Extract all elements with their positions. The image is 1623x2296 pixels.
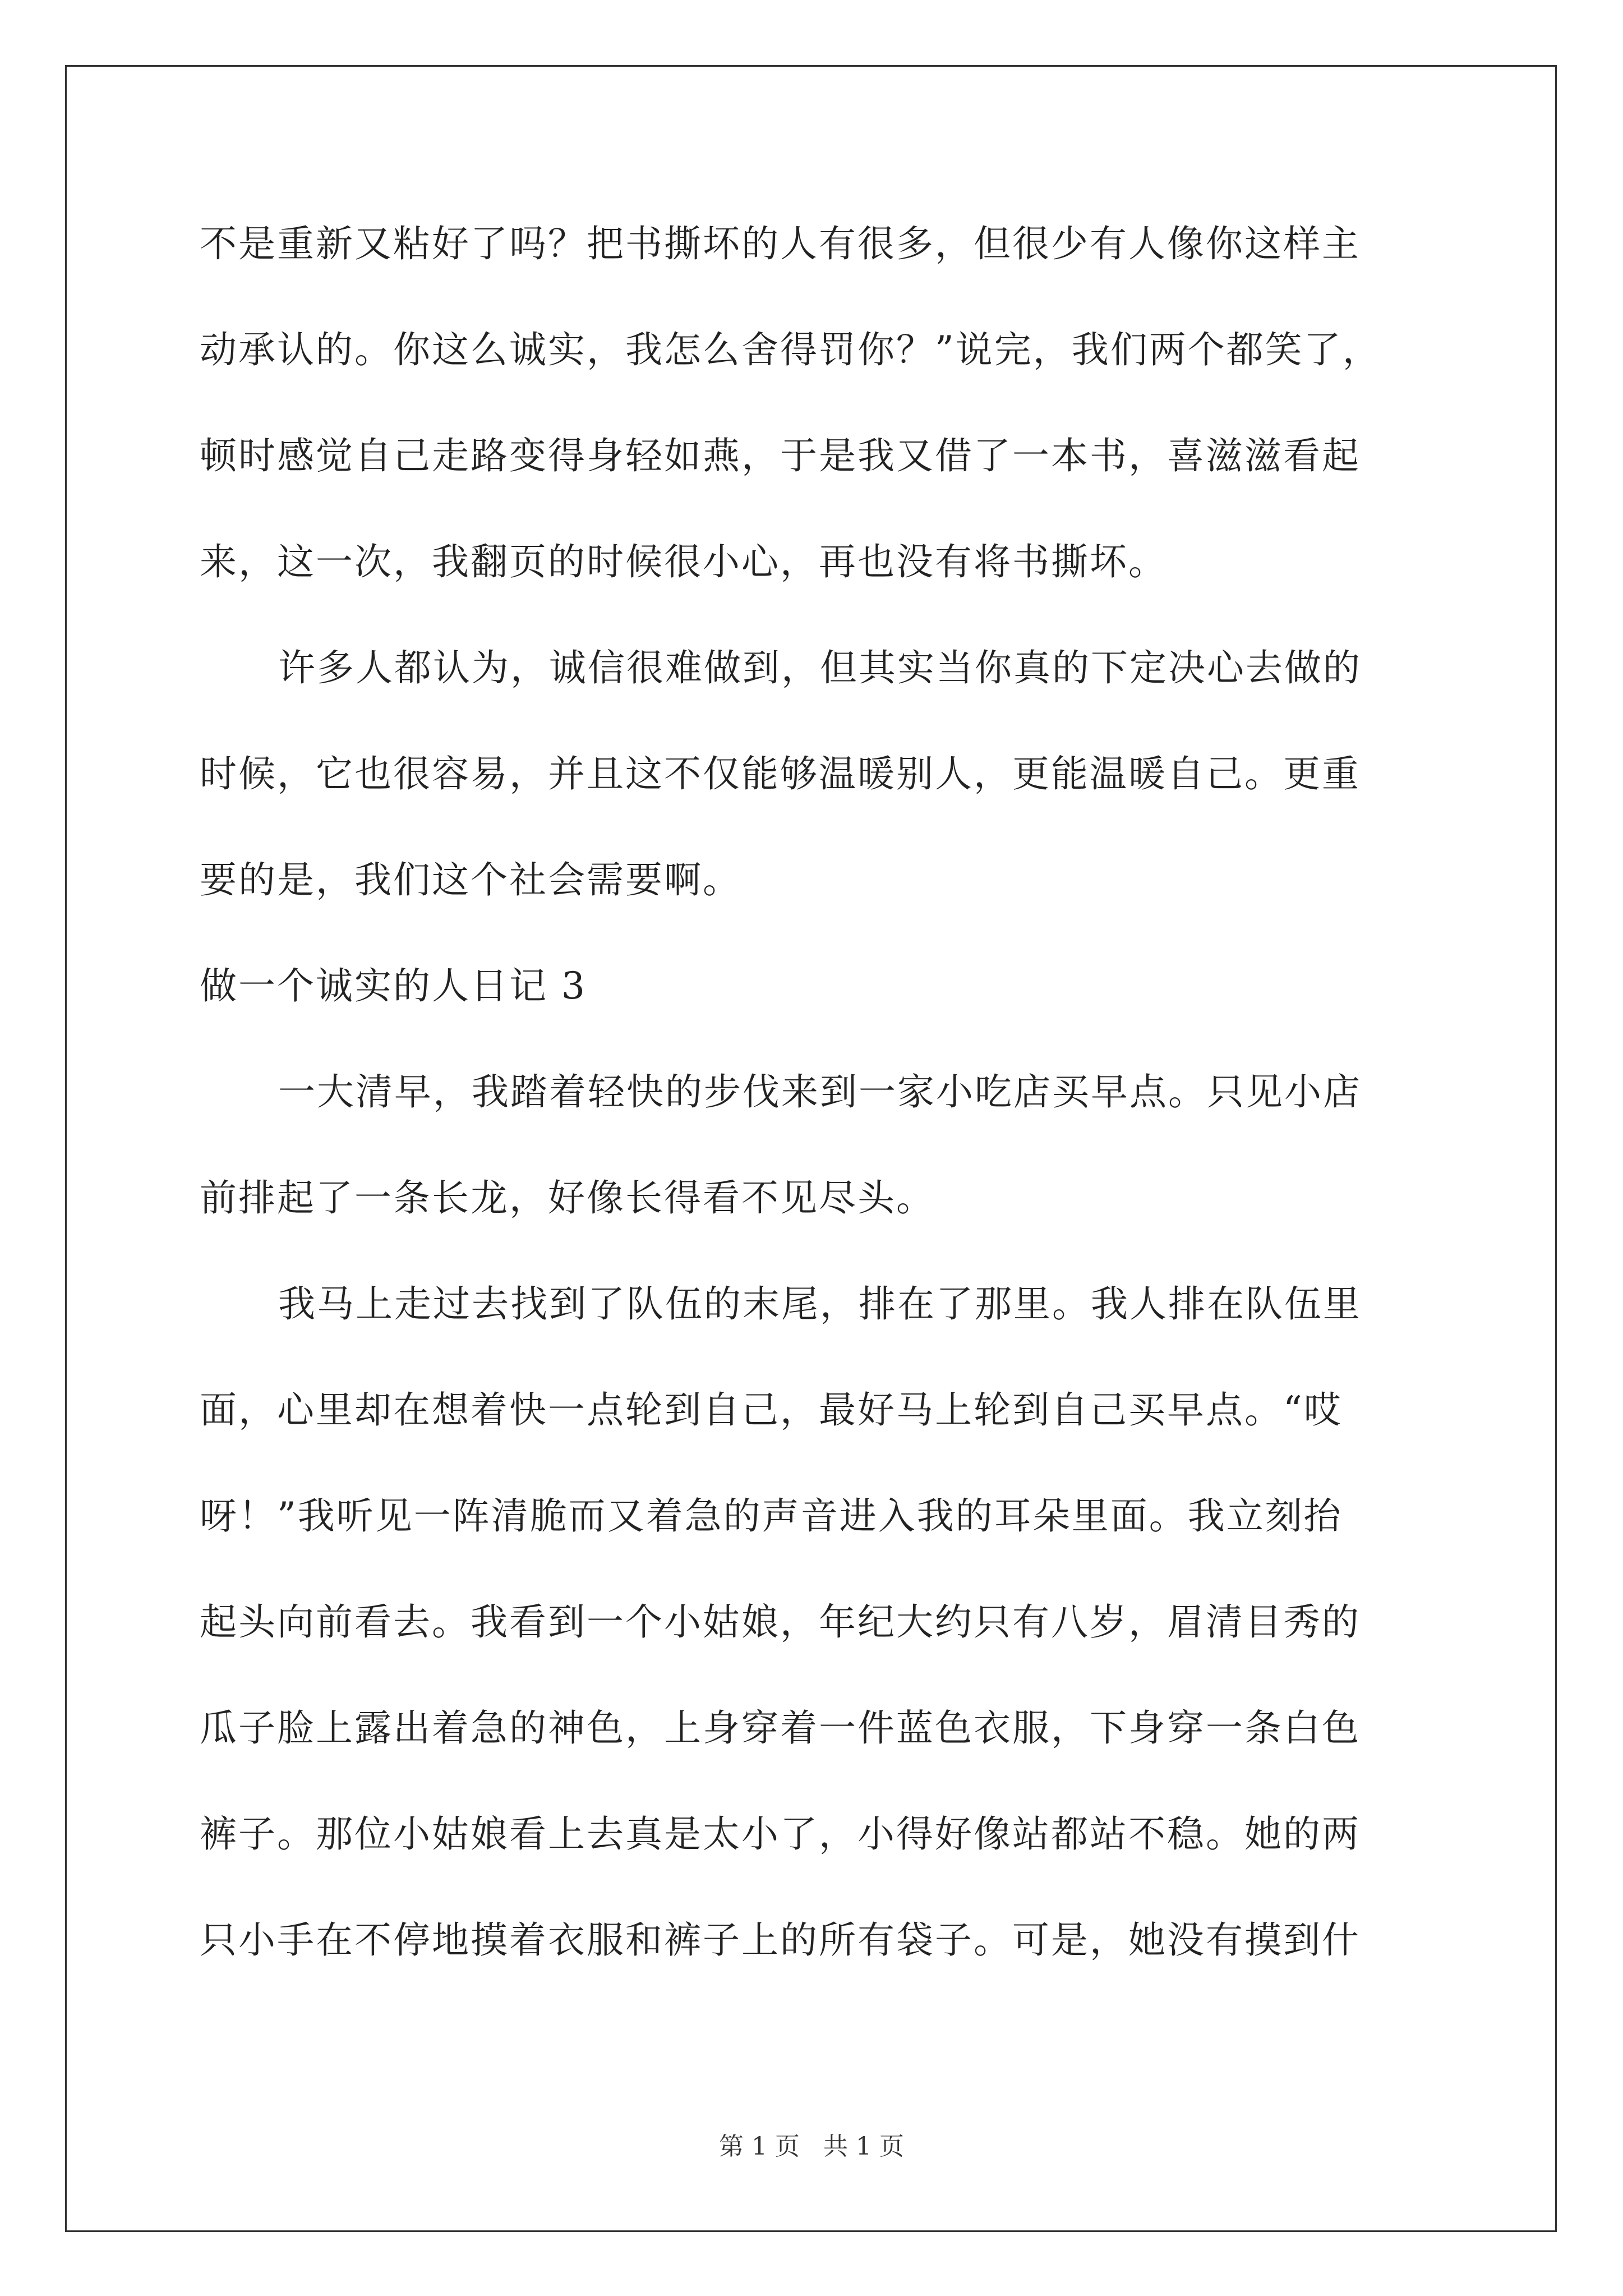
section-heading: 做一个诚实的人日记 3 <box>200 964 587 1007</box>
text-line: 裤子。那位小姑娘看上去真是太小了，小得好像站都站不稳。她的两 <box>200 1812 1361 1856</box>
text-line: 来，这一次，我翻页的时候很小心，再也没有将书撕坏。 <box>200 540 1167 583</box>
text-line: 要的是，我们这个社会需要啊。 <box>200 858 741 901</box>
text-line: 瓜子脸上露出着急的神色，上身穿着一件蓝色衣服，下身穿一条白色 <box>200 1706 1361 1750</box>
page-footer: 第 1 页 共 1 页 <box>719 2132 904 2161</box>
text-line: 呀！”我听见一阵清脆而又着急的声音进入我的耳朵里面。我立刻抬 <box>200 1494 1343 1538</box>
text-line: 顿时感觉自己走路变得身轻如燕，于是我又借了一本书，喜滋滋看起 <box>200 434 1361 477</box>
text-line: 许多人都认为，诚信很难做到，但其实当你真的下定决心去做的 <box>278 646 1362 689</box>
text-line: 只小手在不停地摸着衣服和裤子上的所有袋子。可是，她没有摸到什 <box>200 1918 1361 1962</box>
document-body <box>200 213 1428 2016</box>
text-line: 前排起了一条长龙，好像长得看不见尽头。 <box>200 1176 935 1220</box>
text-line: 面，心里却在想着快一点轮到自己，最好马上轮到自己买早点。“哎 <box>200 1388 1343 1432</box>
text-line: 一大清早，我踏着轻快的步伐来到一家小吃店买早点。只见小店 <box>278 1070 1362 1114</box>
text-line: 我马上走过去找到了队伍的末尾，排在了那里。我人排在队伍里 <box>278 1282 1362 1326</box>
text-line: 动承认的。你这么诚实，我怎么舍得罚你？”说完，我们两个都笑了， <box>200 328 1381 371</box>
text-line: 时候，它也很容易，并且这不仅能够温暖别人，更能温暖自己。更重 <box>200 752 1361 795</box>
text-line: 不是重新又粘好了吗？把书撕坏的人有很多，但很少有人像你这样主 <box>200 222 1361 265</box>
text-line: 起头向前看去。我看到一个小姑娘，年纪大约只有八岁，眉清目秀的 <box>200 1600 1361 1644</box>
